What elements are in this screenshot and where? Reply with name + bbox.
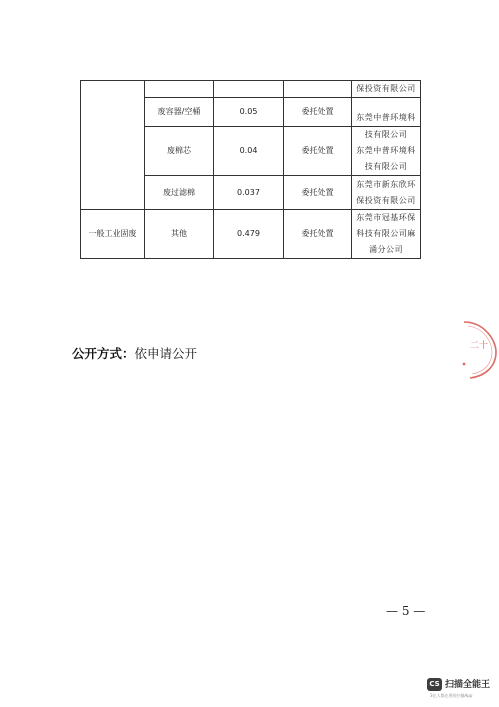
- company-cell: [352, 98, 421, 127]
- waste-type-cell: 一般工业固废: [81, 210, 145, 259]
- amount-cell: [214, 81, 284, 98]
- company-line: 东莞市冠基环保: [356, 213, 416, 222]
- disclosure-method: [72, 344, 197, 362]
- watermark-slogan: 3亿人都在用的扫描App: [430, 693, 473, 698]
- company-line: 技有限公司: [364, 130, 408, 139]
- stamp-text: 二十: [470, 341, 489, 351]
- disposal-cell: [284, 81, 352, 98]
- waste-name-cell: [145, 81, 214, 98]
- company-line: 东莞中普环境科: [356, 113, 416, 122]
- company-cell: [352, 81, 421, 98]
- company-line: 保投资有限公司: [356, 195, 416, 205]
- amount-cell: 0.037: [214, 176, 284, 210]
- waste-name-cell: 废过滤棉: [145, 176, 214, 210]
- table-row: [81, 210, 421, 259]
- scanner-watermark: [427, 676, 497, 702]
- company-line: 东莞中普环境科: [356, 146, 416, 155]
- amount-cell: 0.479: [214, 210, 284, 259]
- company-line: 技有限公司: [364, 162, 408, 171]
- amount-cell: 0.04: [214, 127, 284, 176]
- company-cell: [352, 210, 421, 259]
- disposal-cell: 委托处置: [284, 98, 352, 127]
- waste-name-cell: 废容器/空桶: [145, 98, 214, 127]
- watermark-app-name: 扫描全能王: [445, 680, 491, 690]
- amount-cell: 0.05: [214, 98, 284, 127]
- waste-name-cell: 其他: [145, 210, 214, 259]
- table-row: [81, 81, 421, 98]
- disposal-cell: 委托处置: [284, 176, 352, 210]
- disposal-cell: 委托处置: [284, 127, 352, 176]
- waste-disposal-table: [80, 80, 421, 259]
- company-line: 东莞市新东欣环: [356, 179, 416, 189]
- red-seal-stamp-icon: [452, 318, 499, 382]
- page-number: — 5 —: [386, 604, 426, 618]
- waste-name-cell: 废棉芯: [145, 127, 214, 176]
- company-cell: [352, 127, 421, 176]
- disclosure-value: 依申请公开: [134, 346, 198, 361]
- company-line: 科技有限公司麻: [356, 229, 416, 238]
- company-line: 涌分公司: [369, 245, 403, 254]
- disposal-cell: 委托处置: [284, 210, 352, 259]
- cs-logo-icon: CS: [427, 678, 442, 691]
- company-cell: [352, 176, 421, 210]
- waste-type-cell: [81, 81, 145, 210]
- company-line: 保投资有限公司: [356, 84, 416, 93]
- disclosure-label: 公开方式：: [72, 346, 135, 361]
